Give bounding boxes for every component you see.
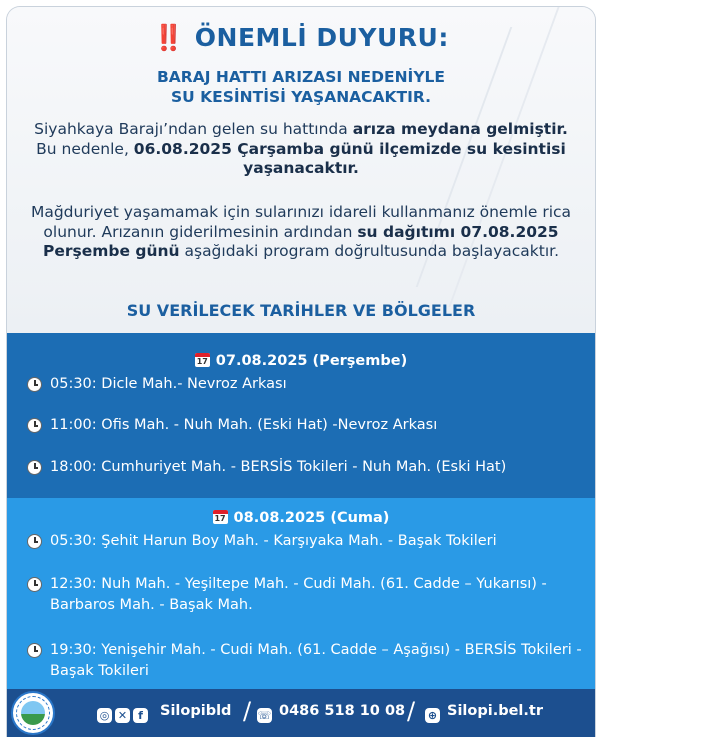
schedule-item: 18:00: Cumhuriyet Mah. - BERSİS Tokileri - Nuh Mah. (Eski Hat) <box>27 457 587 478</box>
announcement-poster <box>6 6 596 737</box>
footer-bar <box>7 689 595 737</box>
schedule-item: 05:30: Şehit Harun Boy Mah. - Karşıyaka Mah. - Başak Tokileri <box>27 531 587 552</box>
municipality-logo <box>11 691 55 735</box>
schedule-day-2 <box>7 498 595 689</box>
schedule-date: 1707.08.2025 (Perşembe) <box>7 353 595 369</box>
calendar-icon <box>195 353 210 367</box>
facebook-icon[interactable]: f <box>133 708 148 723</box>
clock-icon <box>27 643 42 658</box>
announcement-paragraph-1: Siyahkaya Barajı’ndan gelen su hattında arıza meydana gelmiştir. Bu nedenle, 06.08.2025 Çarşamba günü ilçemizde su kesintisi yaşanacaktır. <box>34 120 568 177</box>
announcement-subtitle: BARAJ HATTI ARIZASI NEDENİYLE SU KESİNTİSİ YAŞANACAKTIR. <box>156 68 446 106</box>
schedule-date: 1708.08.2025 (Cuma) <box>7 510 595 526</box>
announcement-title: ‼️ ÖNEMLİ DUYURU: <box>153 23 449 52</box>
clock-icon <box>27 534 42 549</box>
clock-icon <box>27 418 42 433</box>
website-link[interactable]: Silopi.bel.tr <box>447 703 543 719</box>
social-icons <box>97 705 151 723</box>
phone-number[interactable]: 0486 518 10 08 <box>279 703 406 719</box>
instagram-icon[interactable]: ◎ <box>97 708 112 723</box>
schedule-item: 05:30: Dicle Mah.- Nevroz Arkası <box>27 374 587 395</box>
alert-icon: ‼️ <box>153 23 185 52</box>
clock-icon <box>27 460 42 475</box>
separator: / <box>243 697 252 725</box>
announcement-paragraph-2: Mağduriyet yaşamamak için sularınızı idareli kullanmanız önemle rica olunur. Arızanın giderilmesinin ardından su dağıtımı 07.08.2025 Perşembe günü aşağıdaki program doğrultusunda başlayacaktır. <box>30 203 572 260</box>
schedule-item: 12:30: Nuh Mah. - Yeşiltepe Mah. - Cudi Mah. (61. Cadde – Yukarısı) - Barbaros Mah. - Başak Mah. <box>27 574 587 616</box>
section-title: SU VERİLECEK TARİHLER VE BÖLGELER <box>126 301 476 320</box>
social-handle[interactable]: Silopibld <box>160 703 232 719</box>
schedule-day-1 <box>7 333 595 498</box>
clock-icon <box>27 577 42 592</box>
schedule-item: 19:30: Yenişehir Mah. - Cudi Mah. (61. Cadde – Aşağısı) - BERSİS Tokileri - Başak Tokileri <box>27 640 587 682</box>
separator: / <box>407 697 416 725</box>
calendar-icon <box>213 510 228 524</box>
x-icon[interactable]: ✕ <box>115 708 130 723</box>
globe-icon: ⊕ <box>425 708 440 723</box>
announcement-header <box>7 7 595 333</box>
clock-icon <box>27 377 42 392</box>
schedule-item: 11:00: Ofis Mah. - Nuh Mah. (Eski Hat) -Nevroz Arkası <box>27 415 587 436</box>
phone-icon: ☏ <box>257 709 272 722</box>
